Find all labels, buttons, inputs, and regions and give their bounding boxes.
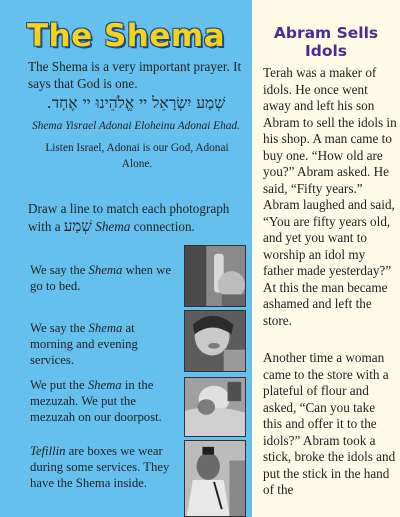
photo-child-praying-icon[interactable] (184, 310, 246, 372)
instruction-hebrew-word: שְׁמַע (63, 216, 92, 235)
shema-title: The Shema (26, 18, 226, 54)
match-item-bed (30, 262, 178, 294)
item-text: at morning and evening services. (30, 321, 138, 367)
item-italic: Shema (88, 321, 123, 335)
item-text: are boxes we wear during some services. They have the Shema inside. (30, 444, 170, 490)
story-paragraph: Another time a woman came to the store with a plateful of flour and asked, “Can you take this and offer it to the idols?” Abram took a stick, broke the idols and put the stick in the hand of the (263, 350, 396, 497)
match-item-services (30, 320, 178, 368)
shema-transliteration: Shema Yisrael Adonai Eloheinu Adonai Ehad. (32, 120, 240, 132)
photo-tefillin-icon[interactable] (184, 440, 246, 517)
shema-hebrew-text: שְׁמַע יִשְׂרָאֵל יי אֱלֹהֵינוּ יי אֶחָד. (46, 94, 226, 112)
shema-translation: Listen Israel, Adonai is our God, Adonai Alone. (45, 142, 229, 170)
story-paragraph: Terah was a maker of idols. He once went away and left his son Abram to sell the idols in his shop. A man came to buy one. “How old are you?” Abram asked. He said, “Fifty years.” Abram laughed and said, “You are fifty years old, and yet you want to worship an idol my father made yesterday?” At this the man became ashamed and left the store. (263, 65, 397, 328)
instruction-text-before: Draw a line to match each photograph with a (28, 201, 230, 234)
story-title: Abram Sells Idols (273, 24, 379, 60)
photo-mezuzah-icon[interactable] (184, 245, 246, 307)
item-text: when we go to bed. (30, 263, 171, 293)
item-text: We put the (30, 378, 88, 392)
item-italic: Shema (88, 263, 123, 277)
item-italic: Shema (87, 378, 122, 392)
instruction-italic-word: Shema (95, 218, 131, 234)
item-italic: Tefillin (30, 444, 66, 458)
shema-intro: The Shema is a very important prayer. It says that God is one. (28, 59, 242, 91)
match-item-mezuzah (30, 377, 178, 425)
item-text: We say the (30, 321, 89, 335)
item-text: in the mezuzah. We put the mezuzah on our doorpost. (30, 378, 162, 424)
match-item-tefillin (30, 443, 178, 491)
matching-instruction (28, 201, 248, 235)
instruction-text-after: connection. (130, 218, 195, 234)
photo-child-bed-icon[interactable] (184, 377, 246, 437)
item-text: We say the (30, 263, 89, 277)
